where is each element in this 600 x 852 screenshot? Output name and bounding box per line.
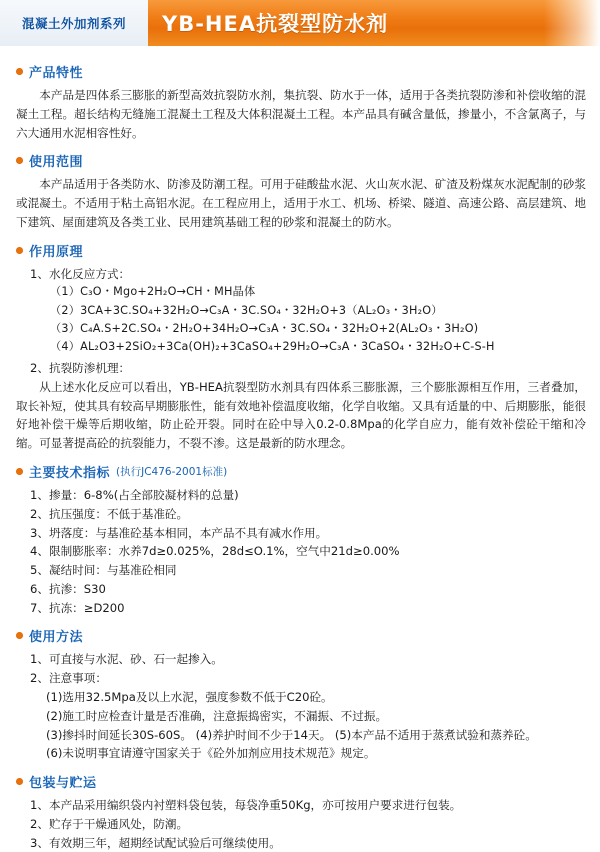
section-title: 使用方法 [29,630,84,646]
sub-list-item: (1)选用32.5Mpa及以上水泥，强度参数不低于C20砼。 [46,689,333,704]
paragraph: 本产品是四体系三膨胀的新型高效抗裂防水剂，集抗裂、防水于一体，适用于各类抗裂防渗和补偿收缩的混凝土工程。超长结构无缝施工混凝土工程及大体积混凝土工程。本产品具有碱含量低，掺量小，不含氯离子，与六大通用水泥相容性好。 [16,88,586,140]
paragraph: 从上述水化反应可以看出，YB-HEA抗裂型防水剂具有四体系三膨胀源，三个膨胀源相互作用，三者叠加，取长补短，使其具有较高早期膨胀性，能有效地补偿温度收缩，化学自收缩。又具有适量的中、后期膨胀，能很好地补偿干燥等后期收缩，防止砼开裂。同时在砼中导入0.2-0.8Mpa的化学自应力，能有效补偿砼干缩和冷缩。可显著提高砼的抗裂能力，不裂不渗。这是最新的防水理念。 [16,379,586,451]
section-title: 使用范围 [29,155,84,171]
section-title-standard-note: (执行JC476-2001标准) [116,465,228,478]
section-heading [16,241,586,260]
section-packaging-storage [16,772,586,852]
formula-line: （4）AL₂O3+2SiO₂+3Ca(OH)₂+3CaSO₄+29H₂O→C₃A・3CaSO₄・32H₂O+C-S-H [50,339,495,353]
list-item: 2、注意事项： [30,671,107,686]
section-title: 主要技术指标 [29,465,111,481]
section-product-features [16,62,586,142]
section-heading [16,772,586,791]
formula-line: （1）C₃O・Mgo+2H₂O→CH・MH晶体 [50,285,256,299]
sub-list-item: (3)掺抖时间延长30S-60S。 (4)养护时间不少于14天。 (5)本产品不适用于蒸煮试验和蒸养砼。 [46,727,537,742]
document-content [0,46,600,852]
page-header [0,0,600,46]
list-item: 6、抗渗：S30 [30,581,106,596]
section-working-principle [16,241,586,453]
section-body [16,486,586,617]
list-item: 2、贮存于干燥通风处，防潮。 [30,816,189,831]
bullet-icon [16,632,23,639]
section-body [16,796,586,852]
section-body [16,265,586,453]
section-usage-method [16,626,586,763]
header-title-bar [148,0,600,46]
section-body [16,175,586,231]
formula-line: （3）C₄A.S+2C.SO₄・2H₂O+34H₂O→C₃A・3C.SO₄・32H₂O+2(AL₂O₃・3H₂O) [50,321,479,335]
bullet-icon [16,468,23,475]
bullet-icon [16,778,23,785]
section-body [16,650,586,763]
product-title: YB-HEA抗裂型防水剂 [162,12,389,36]
section-title: 产品特性 [29,66,84,81]
section-title: 包装与贮运 [29,776,97,792]
list-item: 1、水化反应方式： [30,266,131,281]
list-item: 3、有效期三年，超期经试配试验后可继续使用。 [30,835,281,850]
section-heading [16,151,586,170]
list-item: 3、坍落度：与基准砼基本相同，本产品不具有减水作用。 [30,525,328,540]
section-body [16,86,586,142]
list-item: 4、限制膨胀率：水养7d≥0.025%，28d≤O.1%，空气中21d≥0.00% [30,544,400,559]
section-heading [16,462,586,481]
list-item: 1、掺量：6-8%(占全部胶凝材料的总量) [30,487,239,502]
section-scope-of-use [16,151,586,231]
list-item: 7、抗冻：≥D200 [30,600,125,615]
list-item: 1、本产品采用编织袋内衬塑料袋包装，每袋净重50Kg，亦可按用户要求进行包装。 [30,798,462,813]
section-technical-specs [16,462,586,617]
section-title: 作用原理 [29,244,84,260]
bullet-icon [16,68,23,75]
list-item: 2、抗压强度：不低于基准砼。 [30,506,189,521]
paragraph: 本产品适用于各类防水、防渗及防潮工程。可用于硅酸盐水泥、火山灰水泥、矿渣及粉煤灰水泥配制的砂浆或混凝土。不适用于粘土高铝水泥。在工程应用上，适用于水工、机场、桥梁、隧道、高速公路、高层建筑、地下建筑、屋面建筑及各类工业、民用建筑基础工程的砂浆和混凝土的防水。 [16,177,586,229]
section-heading [16,626,586,645]
list-item: 2、抗裂防渗机理： [30,361,131,376]
header-series-block [0,0,148,46]
section-heading [16,62,586,81]
formula-line: （2）3CA+3C.SO₄+32H₂O→C₃A・3C.SO₄・32H₂O+3（AL₂O₃・3H₂O） [50,303,443,317]
series-label: 混凝土外加剂系列 [21,16,126,31]
list-item: 1、可直接与水泥、砂、石一起掺入。 [30,652,223,667]
bullet-icon [16,247,23,254]
bullet-icon [16,157,23,164]
sub-list-item: (2)施工时应检查计量是否准确，注意振捣密实，不漏振、不过振。 [46,708,388,723]
list-item: 5、凝结时间：与基准砼相同 [30,563,177,578]
sub-list-item: (6)未说明事宜请遵守国家关于《砼外加剂应用技术规范》规定。 [46,746,376,761]
